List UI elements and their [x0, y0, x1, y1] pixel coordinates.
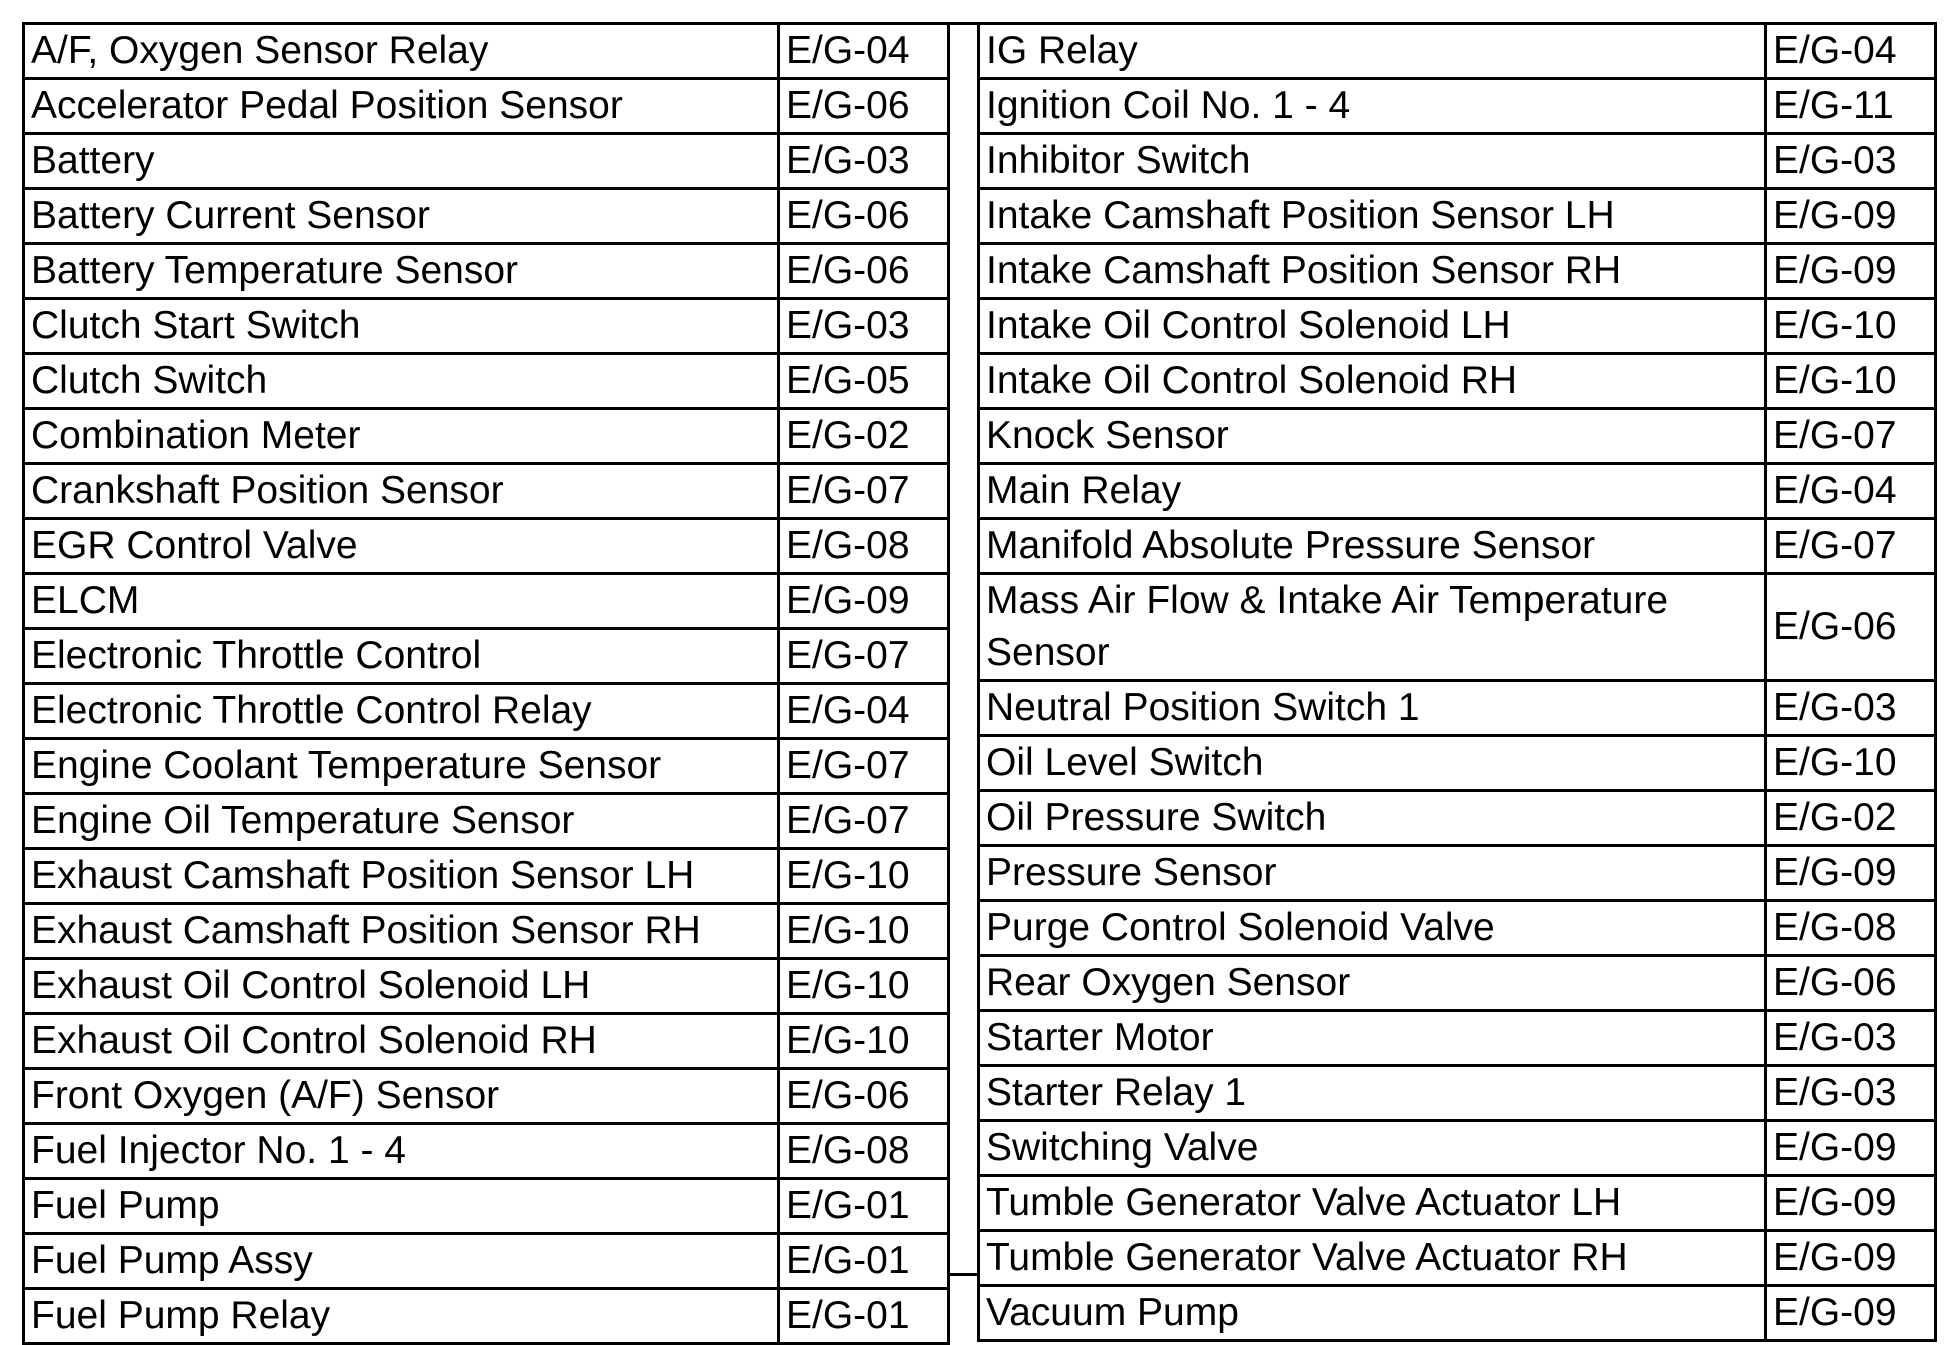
component-name: Pressure Sensor [979, 846, 1766, 901]
table-row [24, 629, 949, 684]
page-code: E/G-01 [779, 1179, 949, 1234]
table-row [24, 189, 949, 244]
table-row [24, 684, 949, 739]
component-name: Exhaust Oil Control Solenoid RH [24, 1014, 779, 1069]
page-code: E/G-01 [779, 1234, 949, 1289]
page-code: E/G-10 [779, 849, 949, 904]
table-row [24, 519, 949, 574]
page-code: E/G-09 [1766, 1121, 1936, 1176]
page-code: E/G-03 [779, 299, 949, 354]
page-code: E/G-10 [1766, 736, 1936, 791]
component-name: EGR Control Valve [24, 519, 779, 574]
page-code: E/G-10 [779, 904, 949, 959]
table-row [979, 901, 1936, 956]
column-divider [947, 22, 977, 1276]
table-row [979, 574, 1936, 681]
page-code: E/G-09 [779, 574, 949, 629]
page-code: E/G-06 [779, 244, 949, 299]
table-row [24, 959, 949, 1014]
page-code: E/G-03 [1766, 134, 1936, 189]
page-code: E/G-04 [779, 24, 949, 79]
page-code: E/G-10 [1766, 299, 1936, 354]
page-code: E/G-04 [779, 684, 949, 739]
component-name: Intake Oil Control Solenoid RH [979, 354, 1766, 409]
component-name: Intake Camshaft Position Sensor LH [979, 189, 1766, 244]
component-name: Oil Level Switch [979, 736, 1766, 791]
page-code: E/G-10 [1766, 354, 1936, 409]
page-code: E/G-07 [779, 794, 949, 849]
page-code: E/G-02 [779, 409, 949, 464]
page-code: E/G-03 [1766, 681, 1936, 736]
page-code: E/G-02 [1766, 791, 1936, 846]
component-name: Exhaust Camshaft Position Sensor LH [24, 849, 779, 904]
component-name: Engine Oil Temperature Sensor [24, 794, 779, 849]
page-code: E/G-08 [1766, 901, 1936, 956]
component-name: Crankshaft Position Sensor [24, 464, 779, 519]
table-row [979, 846, 1936, 901]
component-name: Tumble Generator Valve Actuator LH [979, 1176, 1766, 1231]
component-name: Intake Camshaft Position Sensor RH [979, 244, 1766, 299]
component-name: IG Relay [979, 24, 1766, 79]
page-code: E/G-01 [779, 1289, 949, 1344]
table-row [979, 791, 1936, 846]
component-name: Fuel Pump Relay [24, 1289, 779, 1344]
component-name: Fuel Injector No. 1 - 4 [24, 1124, 779, 1179]
component-name: Knock Sensor [979, 409, 1766, 464]
right-component-table [977, 22, 1937, 1342]
table-row [24, 1069, 949, 1124]
page-code: E/G-06 [1766, 956, 1936, 1011]
table-row [979, 299, 1936, 354]
table-row [979, 189, 1936, 244]
table-row [979, 1176, 1936, 1231]
component-name: Front Oxygen (A/F) Sensor [24, 1069, 779, 1124]
page-code: E/G-10 [779, 959, 949, 1014]
table-row [979, 1066, 1936, 1121]
component-name: Exhaust Oil Control Solenoid LH [24, 959, 779, 1014]
component-name: Vacuum Pump [979, 1286, 1766, 1341]
table-row [24, 134, 949, 189]
page-code: E/G-04 [1766, 24, 1936, 79]
page-code: E/G-07 [779, 739, 949, 794]
table-row [979, 736, 1936, 791]
table-row [24, 1234, 949, 1289]
component-name: Clutch Start Switch [24, 299, 779, 354]
component-name: Battery Current Sensor [24, 189, 779, 244]
page-code: E/G-08 [779, 519, 949, 574]
table-row [24, 1014, 949, 1069]
component-name: Exhaust Camshaft Position Sensor RH [24, 904, 779, 959]
table-row [24, 79, 949, 134]
page-code: E/G-06 [1766, 574, 1936, 681]
table-row [24, 1124, 949, 1179]
table-row [979, 1121, 1936, 1176]
table-row [979, 79, 1936, 134]
page-code: E/G-07 [779, 464, 949, 519]
table-row [979, 354, 1936, 409]
component-name: Oil Pressure Switch [979, 791, 1766, 846]
component-name: Electronic Throttle Control [24, 629, 779, 684]
page-code: E/G-03 [1766, 1011, 1936, 1066]
table-row [979, 244, 1936, 299]
left-component-table [22, 22, 950, 1345]
table-row [979, 681, 1936, 736]
table-row [24, 299, 949, 354]
page-code: E/G-06 [779, 1069, 949, 1124]
table-row [24, 904, 949, 959]
table-row [24, 24, 949, 79]
component-name: A/F, Oxygen Sensor Relay [24, 24, 779, 79]
table-row [24, 464, 949, 519]
table-row [979, 956, 1936, 1011]
table-row [24, 409, 949, 464]
page-code: E/G-11 [1766, 79, 1936, 134]
table-row [24, 794, 949, 849]
page-code: E/G-03 [779, 134, 949, 189]
component-name: Tumble Generator Valve Actuator RH [979, 1231, 1766, 1286]
table-row [24, 1179, 949, 1234]
page-code: E/G-09 [1766, 1231, 1936, 1286]
component-name: Starter Relay 1 [979, 1066, 1766, 1121]
component-name: Combination Meter [24, 409, 779, 464]
component-name: Fuel Pump [24, 1179, 779, 1234]
page-code: E/G-04 [1766, 464, 1936, 519]
component-name: Starter Motor [979, 1011, 1766, 1066]
table-row [979, 1011, 1936, 1066]
component-name: Switching Valve [979, 1121, 1766, 1176]
table-row [979, 409, 1936, 464]
table-row [24, 739, 949, 794]
page-code: E/G-10 [779, 1014, 949, 1069]
table-row [24, 849, 949, 904]
component-name: ELCM [24, 574, 779, 629]
page-code: E/G-07 [779, 629, 949, 684]
table-row [24, 244, 949, 299]
component-name: Inhibitor Switch [979, 134, 1766, 189]
table-row [979, 1286, 1936, 1341]
table-row [24, 574, 949, 629]
component-name: Clutch Switch [24, 354, 779, 409]
component-name: Neutral Position Switch 1 [979, 681, 1766, 736]
page-code: E/G-09 [1766, 1176, 1936, 1231]
page-code: E/G-06 [779, 189, 949, 244]
component-name: Battery [24, 134, 779, 189]
page-code: E/G-07 [1766, 409, 1936, 464]
table-row [979, 24, 1936, 79]
page-code: E/G-06 [779, 79, 949, 134]
component-name: Purge Control Solenoid Valve [979, 901, 1766, 956]
table-row [24, 354, 949, 409]
page-code: E/G-09 [1766, 1286, 1936, 1341]
table-row [24, 1289, 949, 1344]
page-code: E/G-07 [1766, 519, 1936, 574]
page-code: E/G-09 [1766, 189, 1936, 244]
page-code: E/G-09 [1766, 244, 1936, 299]
component-name: Main Relay [979, 464, 1766, 519]
page-code: E/G-09 [1766, 846, 1936, 901]
component-name: Ignition Coil No. 1 - 4 [979, 79, 1766, 134]
component-name: Mass Air Flow & Intake Air Temperature Sensor [979, 574, 1766, 681]
page-code: E/G-08 [779, 1124, 949, 1179]
component-name: Fuel Pump Assy [24, 1234, 779, 1289]
page-code: E/G-05 [779, 354, 949, 409]
component-name: Electronic Throttle Control Relay [24, 684, 779, 739]
component-name: Battery Temperature Sensor [24, 244, 779, 299]
component-name: Rear Oxygen Sensor [979, 956, 1766, 1011]
table-row [979, 464, 1936, 519]
component-name: Manifold Absolute Pressure Sensor [979, 519, 1766, 574]
component-name: Intake Oil Control Solenoid LH [979, 299, 1766, 354]
component-name: Accelerator Pedal Position Sensor [24, 79, 779, 134]
component-name: Engine Coolant Temperature Sensor [24, 739, 779, 794]
table-row [979, 1231, 1936, 1286]
table-row [979, 134, 1936, 189]
table-row [979, 519, 1936, 574]
page-code: E/G-03 [1766, 1066, 1936, 1121]
